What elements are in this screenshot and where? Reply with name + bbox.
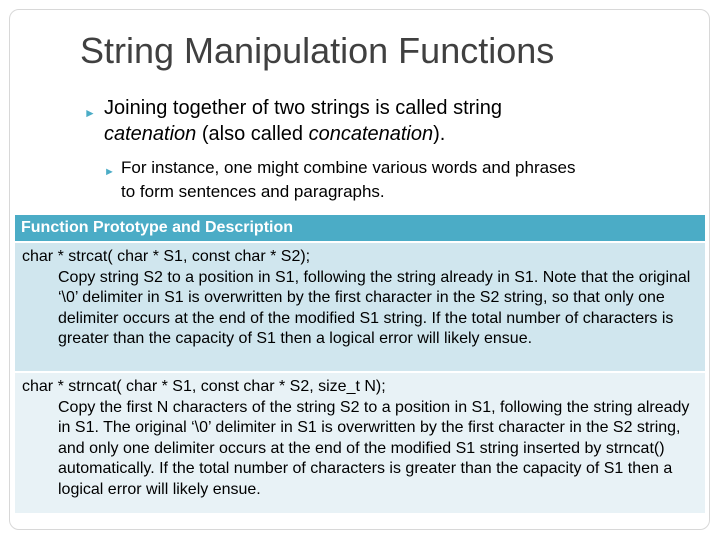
- function-prototype: char * strncat( char * S1, const char * S2, size_t N);: [22, 378, 386, 395]
- bullet-sub-line2: to form sentences and paragraphs.: [121, 182, 385, 201]
- table-header: Function Prototype and Description: [15, 215, 705, 243]
- term-catenation: catenation: [104, 123, 197, 145]
- function-table: [15, 215, 705, 513]
- bullet-main-text-b: (also called: [196, 123, 309, 145]
- table-row: [15, 373, 705, 513]
- bullet-main-line1: Joining together of two strings is called string: [104, 97, 502, 119]
- bullet-arrow-icon: ►: [84, 106, 96, 120]
- term-concatenation: concatenation: [308, 123, 434, 145]
- bullet-arrow-icon: ►: [104, 166, 115, 178]
- function-description: Copy the first N characters of the string S2 to a position in S1, following the string already in S1. The original ‘\0’ delimiter in S1 is overwritten by the first character in the S2 string, and only one delimiter occurs at the end of the modified S1 string inserted by strncat() automatically. If the total number of characters is greater than the capacity of S1 then a logical error will likely ensue.: [58, 398, 690, 498]
- function-description: Copy string S2 to a position in S1, following the string already in S1. Note that the original ‘\0’ delimiter in S1 is overwritten by the first character in the S2 string, so that only one delimiter occurs at the end of the modified S1 string. If the total number of characters is greater than the capacity of S1 then a logical error will likely ensue.: [58, 268, 691, 347]
- bullet-sub: [104, 156, 694, 204]
- bullet-main-line2: [84, 121, 684, 147]
- bullet-sub-line1: For instance, one might combine various words and phrases: [121, 158, 576, 177]
- bullet-main: [84, 95, 684, 147]
- slide-title: String Manipulation Functions: [80, 30, 555, 71]
- bullet-main-text-d: ).: [433, 123, 446, 145]
- table-row: [15, 243, 705, 373]
- function-prototype: char * strcat( char * S1, const char * S2);: [22, 248, 311, 265]
